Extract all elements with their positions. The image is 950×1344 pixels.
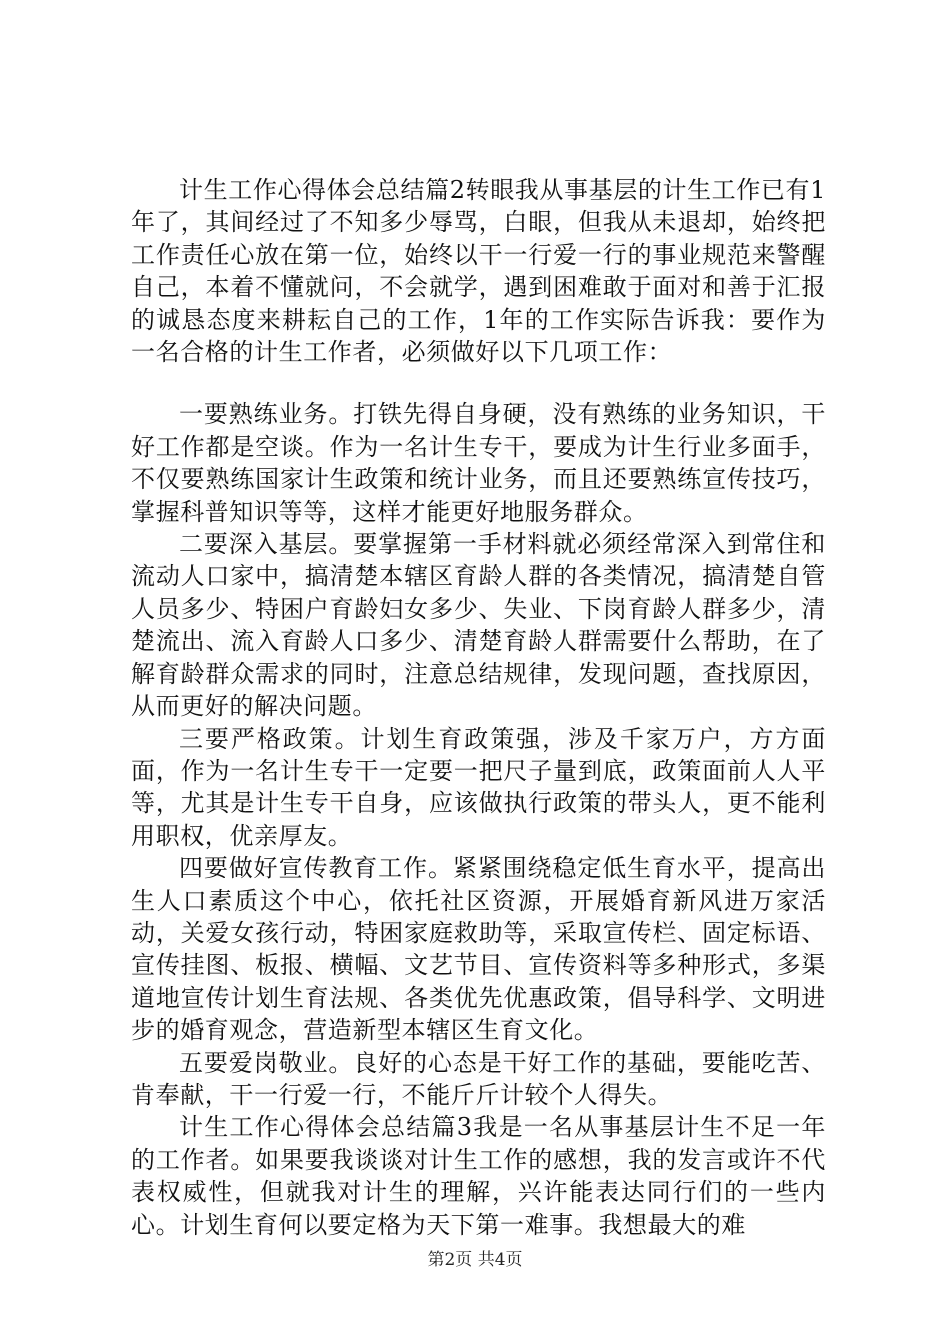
paragraph-intro: 计生工作心得体会总结篇2转眼我从事基层的计生工作已有1年了，其间经过了不知多少辱骂，白眼，但我从未退却，始终把工作责任心放在第一位，始终以干一行爱一行的事业规范来警醒自己，本着不懂就问，不会就学，遇到困难敢于面对和善于汇报的诚恳态度来耕耘自己的工作，1年的工作实际告诉我：要作为一名合格的计生工作者，必须做好以下几项工作：	[131, 176, 826, 367]
page-number-footer: 第2页 共4页	[427, 1250, 523, 1270]
paragraph-4-publicity: 四要做好宣传教育工作。紧紧围绕稳定低生育水平，提高出生人口素质这个中心，依托社区资源，开展婚育新风进万家活动，关爱女孩行动，特困家庭救助等，采取宣传栏、固定标语、宣传挂图、板报、横幅、文艺节目、宣传资料等多种形式，多渠道地宣传计划生育法规、各类优先优惠政策，倡导科学、文明进步的婚育观念，营造新型本辖区生育文化。	[131, 854, 826, 1045]
paragraph-1-skills: 一要熟练业务。打铁先得自身硬，没有熟练的业务知识，干好工作都是空谈。作为一名计生专干，要成为计生行业多面手，不仅要熟练国家计生政策和统计业务，而且还要熟练宣传技巧，掌握科普知识等等，这样才能更好地服务群众。	[131, 400, 826, 526]
paragraph-3-policy: 三要严格政策。计划生育政策强，涉及千家万户，方方面面，作为一名计生专干一定要一把尺子量到底，政策面前人人平等，尤其是计生专干自身，应该做执行政策的带头人，更不能利用职权，优亲厚友。	[131, 724, 826, 850]
paragraph-article-3: 计生工作心得体会总结篇3我是一名从事基层计生不足一年的工作者。如果要我谈谈对计生工作的感想，我的发言或许不代表权威性，但就我对计生的理解，兴许能表达同行们的一些内心。计划生育何以要定格为天下第一难事。我想最大的难	[131, 1113, 826, 1239]
paragraph-2-grassroots: 二要深入基层。要掌握第一手材料就必须经常深入到常住和流动人口家中，搞清楚本辖区育龄人群的各类情况，搞清楚自管人员多少、特困户育龄妇女多少、失业、下岗育龄人群多少，清楚流出、流入育龄人口多少、清楚育龄人群需要什么帮助，在了解育龄群众需求的同时，注意总结规律，发现问题，查找原因，从而更好的解决问题。	[131, 530, 826, 721]
document-body	[131, 174, 826, 1241]
paragraph-5-dedication: 五要爱岗敬业。良好的心态是干好工作的基础，要能吃苦、肯奉献，干一行爱一行，不能斤斤计较个人得失。	[131, 1048, 826, 1109]
